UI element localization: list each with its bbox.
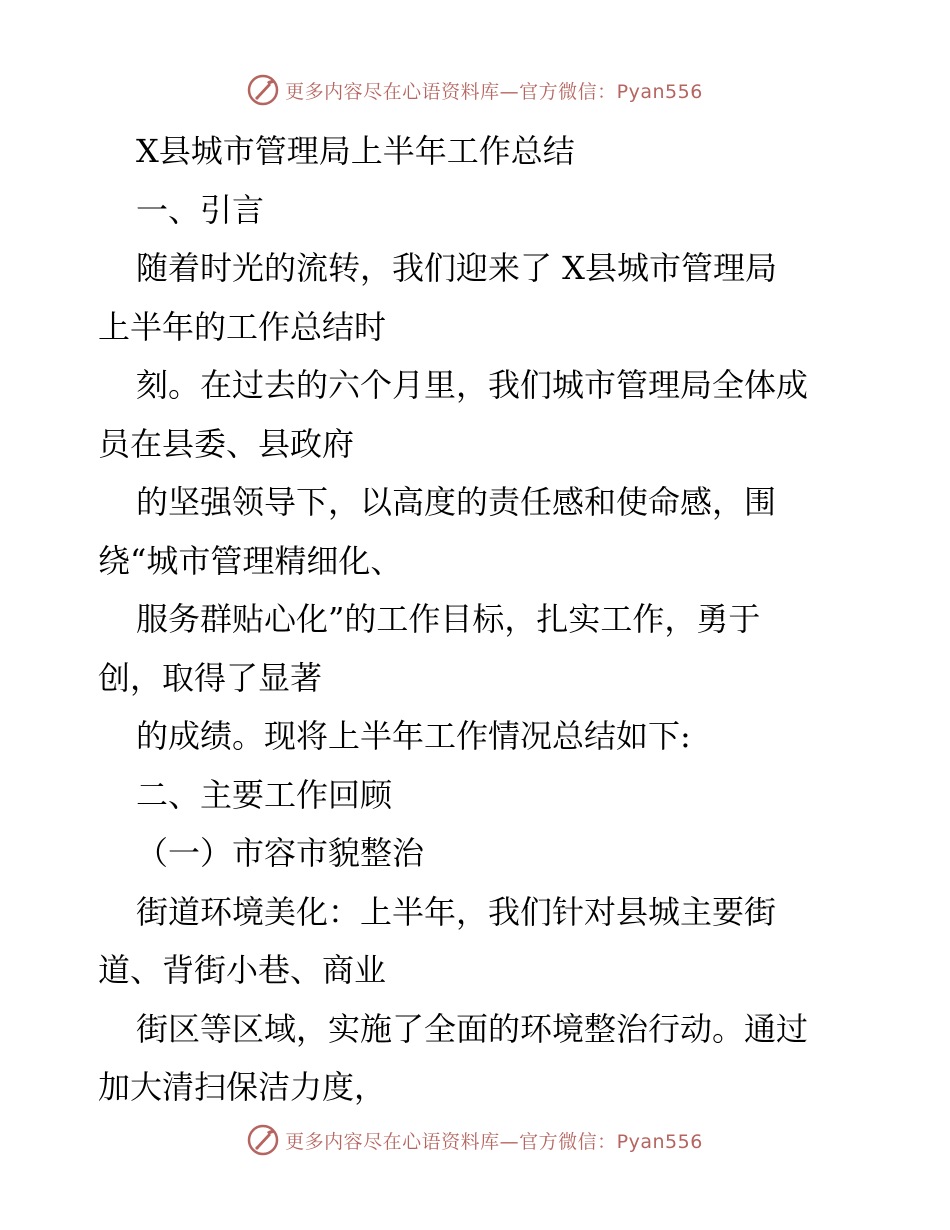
quill-logo-icon bbox=[247, 74, 279, 106]
paragraph-line: 街道环境美化：上半年，我们针对县城主要街 bbox=[136, 892, 777, 931]
paragraph-line: 随着时光的流转，我们迎来了 X县城市管理局 bbox=[136, 249, 777, 287]
paragraph-line: 加大清扫保洁力度， bbox=[98, 1068, 387, 1106]
paragraph-line: 员在县委、县政府 bbox=[98, 424, 355, 463]
section-heading-review: 二、主要工作回顾 bbox=[136, 775, 393, 814]
paragraph-line: 街区等区域，实施了全面的环境整治行动。通过 bbox=[136, 1009, 809, 1048]
section-heading-introduction: 一、引言 bbox=[136, 190, 265, 229]
paragraph-line: 道、背街小巷、商业 bbox=[98, 951, 387, 989]
document-body bbox=[98, 122, 858, 1117]
header-watermark bbox=[0, 70, 950, 110]
paragraph-line: 服务群贴心化”的工作目标，扎实工作，勇于 bbox=[136, 600, 761, 638]
paragraph-line: 刻。在过去的六个月里，我们城市管理局全体成 bbox=[136, 366, 809, 404]
watermark-text: 更多内容尽在心语资料库—官方微信：Pyan556 bbox=[285, 1130, 703, 1153]
footer-watermark bbox=[0, 1120, 950, 1160]
document-title: X县城市管理局上半年工作总结 bbox=[136, 132, 575, 170]
paragraph-line: 上半年的工作总结时 bbox=[98, 307, 387, 346]
subsection-heading-cityscape: （一）市容市貌整治 bbox=[136, 834, 425, 872]
watermark-text: 更多内容尽在心语资料库—官方微信：Pyan556 bbox=[285, 80, 703, 103]
paragraph-line: 创，取得了显著 bbox=[98, 658, 323, 697]
quill-logo-icon bbox=[247, 1124, 279, 1156]
paragraph-line: 绕“城市管理精细化、 bbox=[98, 541, 403, 580]
paragraph-line: 的成绩。现将上半年工作情况总结如下: bbox=[136, 717, 691, 755]
paragraph-line: 的坚强领导下，以高度的责任感和使命感，围 bbox=[136, 483, 777, 521]
